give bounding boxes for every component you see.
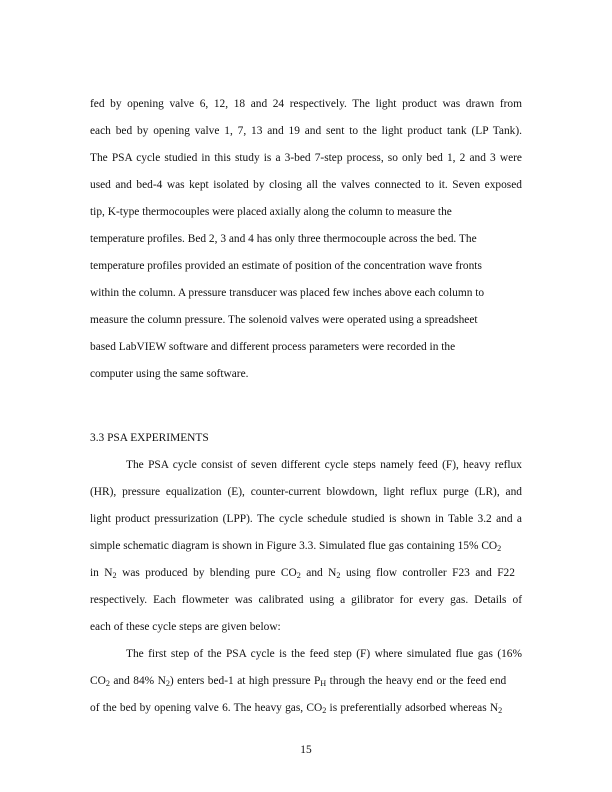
paragraph-line: The PSA cycle studied in this study is a 3-bed 7-step process, so only bed 1, 2 and 3 were bbox=[90, 152, 522, 164]
paragraph-line: within the column. A pressure transducer was placed few inches above each column to bbox=[90, 287, 485, 299]
text-segment: CO bbox=[90, 675, 106, 687]
subscript: 2 bbox=[165, 679, 170, 689]
page-number: 15 bbox=[300, 744, 312, 756]
subscript: H bbox=[320, 679, 327, 689]
section-heading: 3.3 PSA EXPERIMENTS bbox=[90, 432, 209, 444]
paragraph-line: temperature profiles. Bed 2, 3 and 4 has only three thermocouple across the bed. The bbox=[90, 233, 477, 245]
paragraph-line bbox=[90, 701, 502, 715]
text-segment: using flow controller F23 and F22 bbox=[340, 567, 515, 579]
paragraph-line: each of these cycle steps are given below: bbox=[90, 621, 281, 633]
paragraph-line bbox=[90, 566, 515, 580]
paragraph-line: based LabVIEW software and different process parameters were recorded in the bbox=[90, 341, 456, 353]
text-segment: is preferentially adsorbed whereas N bbox=[326, 702, 499, 714]
text-segment: ) enters bed-1 at high pressure P bbox=[169, 675, 321, 687]
paragraph-line: each bed by opening valve 1, 7, 13 and 19 and sent to the light product tank (LP Tank). bbox=[90, 125, 522, 137]
paragraph-line: measure the column pressure. The solenoid valves were operated using a spreadsheet bbox=[90, 314, 478, 326]
paragraph-line: The first step of the PSA cycle is the feed step (F) where simulated flue gas (16% bbox=[126, 648, 522, 660]
subscript: 2 bbox=[105, 679, 110, 689]
text-segment: and 84% N bbox=[109, 675, 166, 687]
text-segment: was produced by blending pure CO bbox=[116, 567, 297, 579]
paragraph-line: computer using the same software. bbox=[90, 368, 249, 380]
paragraph-line: (HR), pressure equalization (E), counter-current blowdown, light reflux purge (LR), and bbox=[90, 486, 522, 498]
subscript: 2 bbox=[336, 571, 341, 581]
subscript: 2 bbox=[498, 706, 503, 716]
text-segment: through the heavy end or the feed end bbox=[326, 675, 507, 687]
subscript: 2 bbox=[322, 706, 327, 716]
text-segment: of the bed by opening valve 6. The heavy gas, CO bbox=[90, 702, 323, 714]
paragraph-line: tip, K-type thermocouples were placed axially along the column to measure the bbox=[90, 206, 452, 218]
paragraph-line: light product pressurization (LPP). The cycle schedule studied is shown in Table 3.2 and a bbox=[90, 513, 522, 525]
paragraph-line: temperature profiles provided an estimate of position of the concentration wave fronts bbox=[90, 260, 482, 272]
paragraph-line: used and bed-4 was kept isolated by closing all the valves connected to it. Seven exposed bbox=[90, 179, 522, 191]
subscript: 2 bbox=[296, 571, 301, 581]
text-segment: in N bbox=[90, 567, 113, 579]
paragraph-line: fed by opening valve 6, 12, 18 and 24 respectively. The light product was drawn from bbox=[90, 98, 522, 110]
text-segment: and N bbox=[300, 567, 337, 579]
paragraph-line bbox=[90, 674, 506, 688]
paragraph-line bbox=[90, 539, 501, 553]
paragraph-line: The PSA cycle consist of seven different cycle steps namely feed (F), heavy reflux bbox=[126, 459, 522, 471]
subscript: 2 bbox=[112, 571, 117, 581]
text-segment: simple schematic diagram is shown in Figure 3.3. Simulated flue gas containing 15% CO bbox=[90, 540, 498, 552]
subscript: 2 bbox=[497, 544, 502, 554]
paragraph-line: respectively. Each flowmeter was calibrated using a gilibrator for every gas. Details of bbox=[90, 594, 522, 606]
